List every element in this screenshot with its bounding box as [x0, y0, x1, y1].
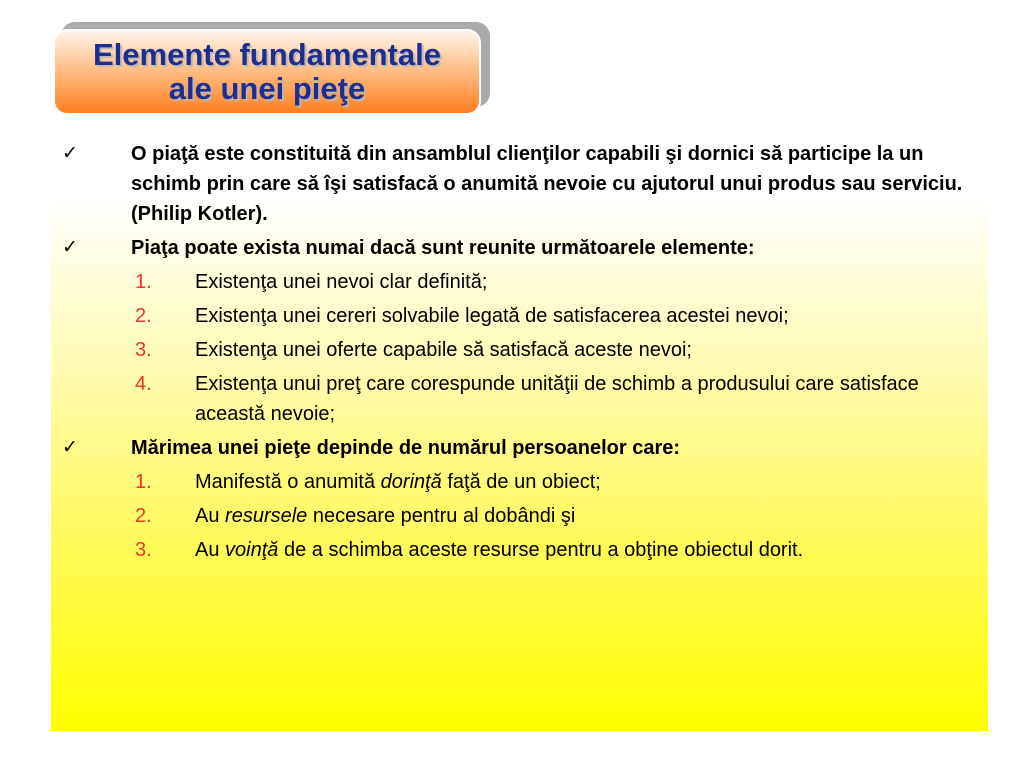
- bullet-text: O piaţă este constituită din ansamblul clienţilor capabili şi dornici să participe la un schimb prin care să îşi satisfacă o anumită nevoie cu ajutorul unui produs sau serviciu. (Philip Kotler).: [131, 143, 963, 225]
- bullet-text: Mărimea unei pieţe depinde de numărul persoanelor care:: [131, 437, 681, 459]
- checkmark-icon: ✓: [62, 143, 78, 164]
- bullet-elements: [0, 233, 1024, 263]
- page-title: [93, 38, 441, 106]
- title-box: [53, 29, 481, 115]
- checkmark-icon: ✓: [62, 237, 78, 258]
- list-item: [0, 335, 1024, 365]
- title-line-1: Elemente fundamentale: [93, 37, 441, 72]
- emphasis: voinţă: [225, 539, 279, 561]
- item-number: 4.: [135, 373, 152, 395]
- bullet-text: Piaţa poate exista numai dacă sunt reunite următoarele elemente:: [131, 237, 755, 259]
- item-text: Manifestă o anumită dorinţă faţă de un obiect;: [195, 471, 601, 493]
- item-text: Existenţa unei oferte capabile să satisfacă aceste nevoi;: [195, 339, 692, 361]
- title-line-2: ale unei pieţe: [168, 71, 366, 106]
- bullet-market-size: [0, 433, 1024, 463]
- item-text: Existenţa unui preţ care corespunde unităţii de schimb a produsului care satisface această nevoie;: [195, 373, 919, 425]
- item-text: Existenţa unei nevoi clar definită;: [195, 271, 488, 293]
- list-item: [0, 535, 1024, 565]
- list-item: [0, 369, 1024, 429]
- slide-content: [0, 139, 1024, 569]
- item-number: 1.: [135, 271, 152, 293]
- item-text: Au voinţă de a schimba aceste resurse pentru a obţine obiectul dorit.: [195, 539, 804, 561]
- bullet-definition: [0, 139, 1024, 229]
- emphasis: resursele: [225, 505, 308, 527]
- list-item: [0, 501, 1024, 531]
- item-text: Existenţa unei cereri solvabile legată de satisfacerea acestei nevoi;: [195, 305, 789, 327]
- item-number: 2.: [135, 305, 152, 327]
- item-number: 1.: [135, 471, 152, 493]
- list-item: [0, 301, 1024, 331]
- checkmark-icon: ✓: [62, 437, 78, 458]
- item-number: 3.: [135, 339, 152, 361]
- list-item: [0, 267, 1024, 297]
- emphasis: dorinţă: [380, 471, 442, 493]
- item-text: Au resursele necesare pentru al dobândi şi: [195, 505, 576, 527]
- item-number: 2.: [135, 505, 152, 527]
- item-number: 3.: [135, 539, 152, 561]
- list-item: [0, 467, 1024, 497]
